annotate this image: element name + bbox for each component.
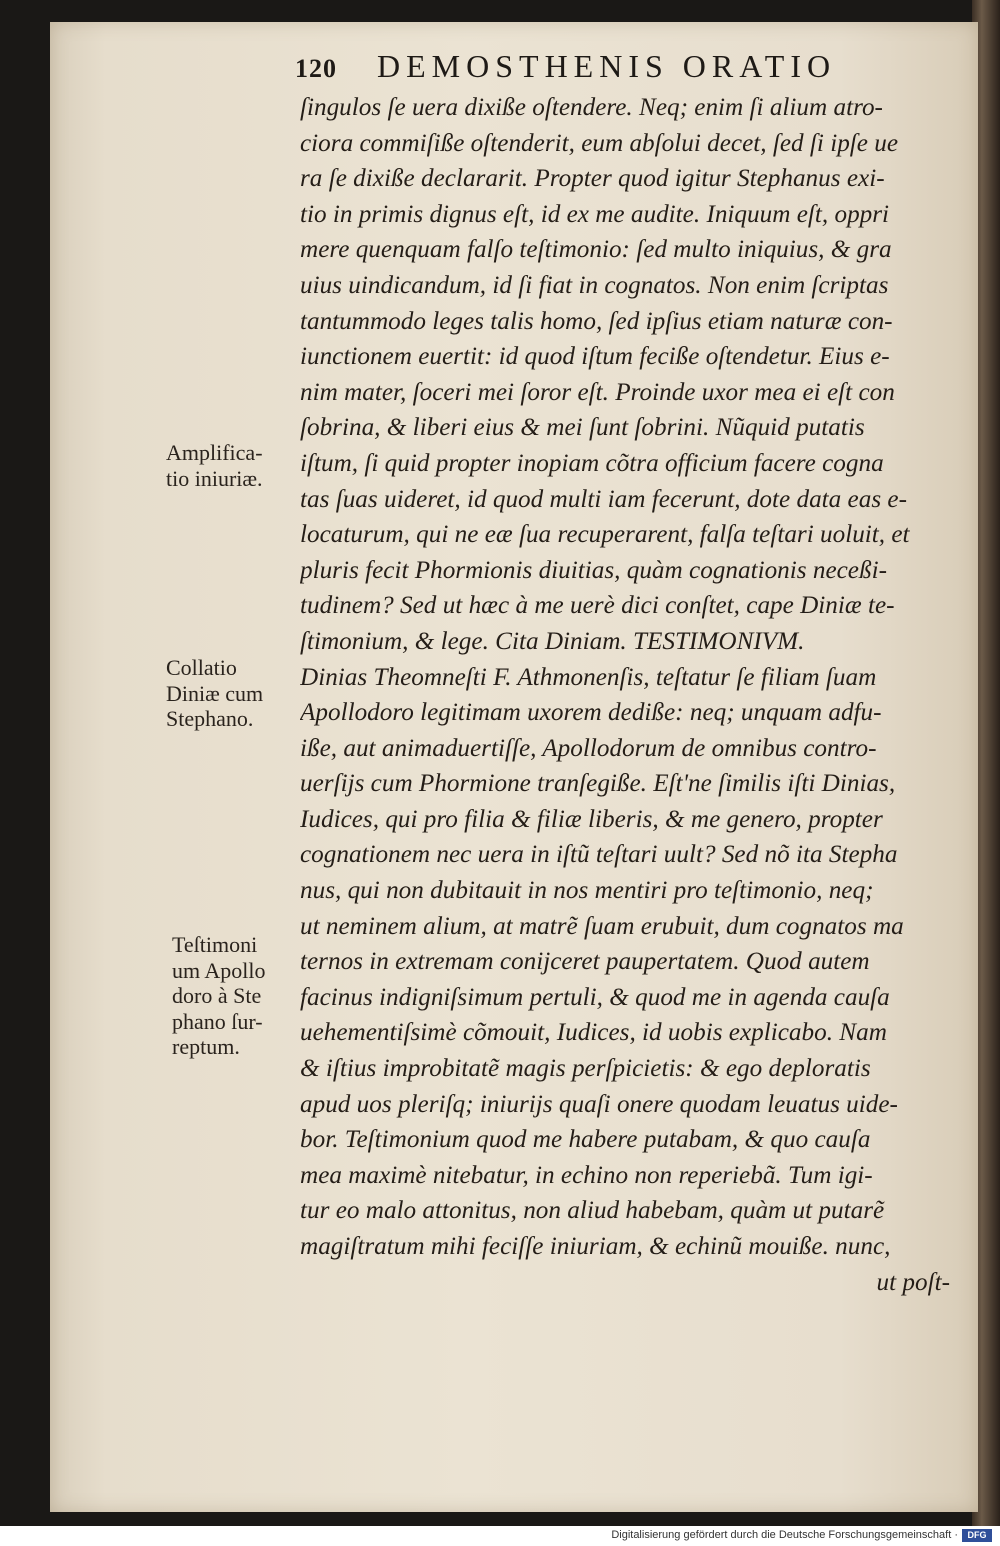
text-line: pluris fecit Phormionis diuitias, quàm cognationis neceßi- bbox=[300, 556, 887, 584]
margin-note-line: Amplifica- bbox=[166, 440, 263, 465]
text-line: mere quenquam falſo teſtimonio: ſed multo iniquius, & gra bbox=[300, 236, 892, 264]
text-line: uerſijs cum Phormione tranſegiße. Eſt'ne ſimilis iſti Dinias, bbox=[300, 770, 896, 798]
text-line: tudinem? Sed ut hæc à me uerè dici conſtet, cape Diniæ te- bbox=[300, 592, 895, 620]
text-line: tantummodo leges talis homo, ſed ipſius etiam naturæ con- bbox=[300, 307, 893, 335]
margin-note-line: phano ſur- bbox=[172, 1008, 263, 1034]
text-line: ra ſe dixiße declararit. Propter quod igitur Stephanus exi- bbox=[300, 165, 885, 193]
funding-credit: Digitalisierung gefördert durch die Deutsche Forschungsgemeinschaft · bbox=[611, 1529, 958, 1541]
text-line: Apollodoro legitimam uxorem dediße: neq; unquam adfu- bbox=[300, 699, 882, 727]
text-line: Iudices, qui pro filia & filiæ liberis, & me genero, propter bbox=[300, 805, 883, 833]
margin-note-line: doro à Ste bbox=[172, 983, 262, 1008]
text-line: ut neminem alium, at matrẽ ſuam erubuit, dum cognatos ma bbox=[300, 912, 904, 940]
margin-note-line: reptum. bbox=[172, 1034, 240, 1059]
text-line: ternos in extremam conijceret paupertatem. Quod autem bbox=[300, 948, 870, 976]
margin-note-line: Stephano. bbox=[166, 706, 254, 731]
text-line: iunctionem euertit: id quod iſtum feciße oſtendetur. Eius e- bbox=[300, 343, 890, 371]
main-text-block bbox=[300, 90, 950, 1300]
margin-note-testimonium bbox=[172, 932, 302, 1060]
text-line: & iſtius improbitatẽ magis perſpicietis: & ego deploratis bbox=[300, 1055, 871, 1083]
text-line: bor. Teſtimonium quod me habere putabam, & quo cauſa bbox=[300, 1126, 871, 1154]
text-line: nus, qui non dubitauit in nos mentiri pro teſtimonio, neq; bbox=[300, 877, 874, 905]
text-line: apud uos pleriſq; iniurijs quaſi onere quodam leuatus uide- bbox=[300, 1090, 898, 1118]
text-line: facinus indigniſsimum pertuli, & quod me in agenda cauſa bbox=[300, 983, 890, 1011]
text-line: iſtum, ſi quid propter inopiam cõtra officium facere cogna bbox=[300, 449, 884, 477]
text-line: locaturum, qui ne eæ ſua recuperarent, falſa teſtari uoluit, et bbox=[300, 521, 910, 549]
text-line: magiſtratum mihi feciſſe iniuriam, & echinũ mouiße. nunc, bbox=[300, 1233, 891, 1260]
text-line: iße, aut animaduertiſſe, Apollodorum de omnibus contro- bbox=[300, 734, 877, 762]
margin-note-line: um Apollo bbox=[172, 957, 266, 983]
text-line: uehementiſsimè cõmouit, Iudices, id uobis explicabo. Nam bbox=[300, 1019, 887, 1047]
running-head bbox=[295, 48, 905, 92]
text-line: ſtimonium, & lege. Cita Diniam. TESTIMONIVM. bbox=[300, 627, 805, 655]
text-line: Dinias Theomneſti F. Athmonenſis, teſtatur ſe filiam ſuam bbox=[300, 663, 877, 691]
catchword: ut poſt- bbox=[876, 1268, 950, 1296]
text-line: tio in primis dignus eſt, id ex me audite. Iniquum eſt, oppri bbox=[300, 200, 890, 228]
digitization-footer bbox=[0, 1526, 1000, 1546]
text-line: cognationem nec uera in iſtũ teſtari uult? Sed nõ ita Stepha bbox=[300, 841, 898, 869]
dfg-logo-icon: DFG bbox=[962, 1529, 992, 1542]
margin-note-collatio bbox=[166, 655, 296, 732]
margin-note-amplificatio bbox=[166, 440, 296, 491]
margin-note-line: Collatio bbox=[166, 655, 237, 680]
text-line: mea maximè nitebatur, in echino non reperiebã. Tum igi- bbox=[300, 1161, 873, 1189]
text-line: ciora commiſiße oſtenderit, eum abſolui decet, ſed ſi ipſe ue bbox=[300, 129, 899, 157]
margin-note-line: tio iniuriæ. bbox=[166, 465, 263, 491]
text-line: uius uindicandum, id ſi fiat in cognatos. Non enim ſcriptas bbox=[300, 271, 889, 299]
margin-note-line: Teſtimoni bbox=[172, 932, 258, 957]
margin-note-line: Diniæ cum bbox=[166, 680, 264, 706]
text-line: ſobrina, & liberi eius & mei ſunt ſobrini. Nũquid putatis bbox=[300, 414, 865, 442]
page-number: 120 bbox=[295, 54, 337, 83]
text-line: nim mater, ſoceri mei ſoror eſt. Proinde uxor mea ei eſt con bbox=[300, 378, 895, 406]
text-line: ſingulos ſe uera dixiße oſtendere. Neq; enim ſi alium atro- bbox=[300, 94, 883, 121]
text-line: tur eo malo attonitus, non aliud habebam, quàm ut putarẽ bbox=[300, 1197, 885, 1225]
running-title: DEMOSTHENIS ORATIO bbox=[377, 48, 837, 84]
text-line: tas ſuas uideret, id quod multi iam fecerunt, dote data eas e- bbox=[300, 485, 907, 513]
